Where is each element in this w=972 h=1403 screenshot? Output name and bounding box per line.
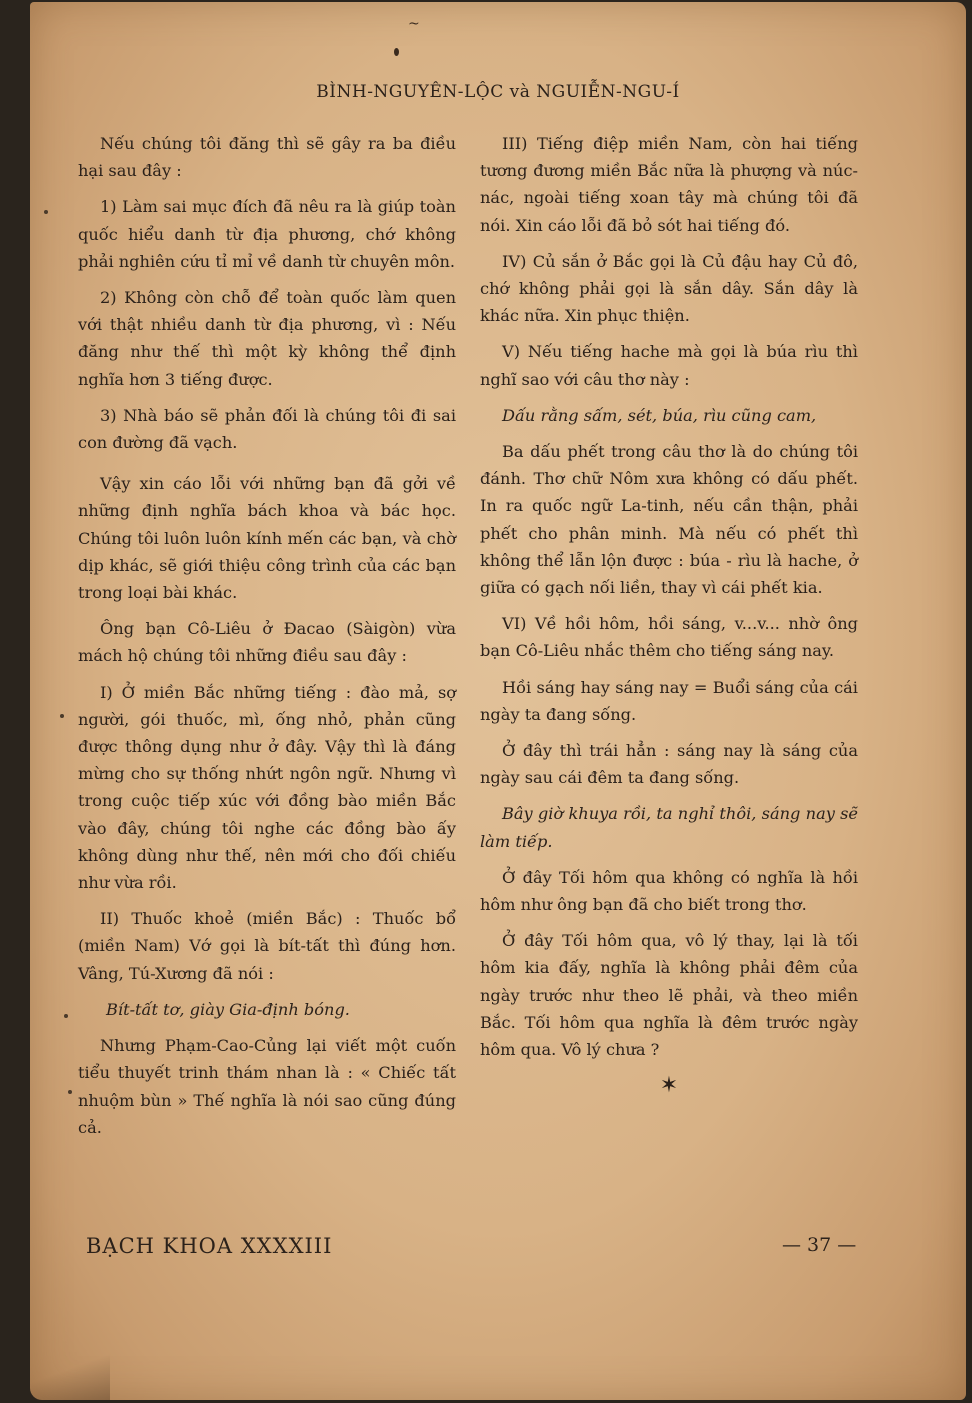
paragraph: Ông bạn Cô-Liêu ở Đacao (Sàigòn) vừa mách hộ chúng tôi những điều sau đây :	[78, 619, 456, 666]
paragraph: Vậy xin cáo lỗi với những bạn đã gởi về những định nghĩa bách khoa và bác học. Chúng tôi luôn luôn kính mến các bạn, và chờ dịp khác, sẽ giới thiệu công trình của các bạn trong loại bài khác.	[78, 474, 456, 603]
page-header-title: BÌNH-NGUYÊN-LỘC và NGUIỄN-NGU-Í	[316, 82, 680, 102]
paragraph: 1) Làm sai mục đích đã nêu ra là giúp toàn quốc hiểu danh từ địa phương, chớ không phải nghiên cứu tỉ mỉ về danh từ chuyên môn.	[78, 197, 456, 271]
margin-speck	[44, 210, 48, 214]
paragraph: Ở đây thì trái hẳn : sáng nay là sáng của ngày sau cái đêm ta đang sống.	[480, 741, 858, 788]
paragraph: Ở đây Tối hôm qua, vô lý thay, lại là tối hôm kia đấy, nghĩa là không phải đêm của ngày trước như theo lẽ phải, và theo miền Bắc. Tối hôm qua nghĩa là đêm trước ngày hôm qua. Vô lý chưa ?	[480, 931, 858, 1060]
paragraph: II) Thuốc khoẻ (miền Bắc) : Thuốc bổ (miền Nam) Vớ gọi là bít-tất thì đúng hơn. Vâng, Tú-Xương đã nói :	[78, 909, 456, 983]
page-number: — 37 —	[782, 1234, 857, 1256]
paragraph: Nếu chúng tôi đăng thì sẽ gây ra ba điều hại sau đây :	[78, 134, 456, 181]
top-ornament: ~	[408, 16, 420, 32]
magazine-footer: BẠCH KHOA XXXXIII	[86, 1234, 333, 1258]
top-dot	[394, 48, 399, 56]
poem-line: Dấu rằng sấm, sét, búa, rìu cũng cam,	[502, 405, 817, 425]
paragraph: III) Tiếng điệp miền Nam, còn hai tiếng tương đương miền Bắc nữa là phượng và núc-nác, ngoài tiếng xoan tây mà chúng tôi đã nói. Xin cáo lỗi đã bỏ sót hai tiếng đó.	[480, 134, 858, 235]
right-column	[480, 130, 858, 1100]
paragraph: 3) Nhà báo sẽ phản đối là chúng tôi đi sai con đường đã vạch.	[78, 405, 456, 453]
margin-speck	[60, 714, 64, 718]
paragraph: IV) Củ sắn ở Bắc gọi là Củ đậu hay Củ đô, chớ không phải gọi là sắn dây. Sắn dây là khác nữa. Xin phục thiện.	[480, 251, 858, 326]
paragraph: V) Nếu tiếng hache mà gọi là búa rìu thì nghĩ sao với câu thơ này :	[480, 342, 858, 389]
magazine-page	[30, 2, 966, 1400]
paragraph: Ba dấu phết trong câu thơ là do chúng tôi đánh. Thơ chữ Nôm xưa không có dấu phết. In ra quốc ngữ La-tinh, nếu cần thận, phải phết cho phân minh. Mà nếu có phết thì không thể lẫn lộn được : búa - rìu là hache, ở giữa có gạch nối liền, thay vì cái phết kia.	[480, 442, 858, 598]
margin-speck	[64, 1014, 68, 1018]
end-mark-icon: ✶	[659, 1073, 679, 1099]
paragraph: Hồi sáng hay sáng nay = Buổi sáng của cái ngày ta đang sống.	[480, 677, 858, 724]
paragraph: Ở đây Tối hôm qua không có nghĩa là hồi hôm như ông bạn đã cho biết trong thơ.	[480, 867, 858, 915]
paragraph: I) Ở miền Bắc những tiếng : đào mả, sợ người, gói thuốc, mì, ống nhỏ, phản cũng được thông dụng như ở đây. Vậy thì là đáng mừng cho sự thống nhứt ngôn ngữ. Nhưng vì trong cuộc tiếp xúc với đồng bào miền Bắc vào đây, chúng tôi nghe các đồng bào ấy không dùng như thế, nên mới cho đối chiếu như vừa rồi.	[78, 682, 456, 893]
poem-line: Bây giờ khuya rồi, ta nghỉ thôi, sáng nay sẽ làm tiếp.	[480, 804, 858, 851]
left-column	[78, 130, 456, 1150]
paragraph: 2) Không còn chỗ để toàn quốc làm quen với thật nhiều danh từ địa phương, vì : Nếu đăng như thế thì một kỳ không thể định nghĩa hơn 3 tiếng được.	[78, 288, 456, 389]
margin-speck	[68, 1090, 72, 1094]
paragraph: VI) Về hồi hôm, hồi sáng, v...v... nhờ ông bạn Cô-Liêu nhắc thêm cho tiếng sáng nay.	[480, 614, 858, 661]
page-corner-shadow	[30, 1352, 110, 1400]
poem-line: Bít-tất tơ, giày Gia-định bóng.	[106, 999, 350, 1019]
paragraph: Nhưng Phạm-Cao-Củng lại viết một cuốn tiểu thuyết trinh thám nhan là : « Chiếc tất nhuộm bùn » Thế nghĩa là nói sao cũng đúng cả.	[78, 1036, 456, 1137]
